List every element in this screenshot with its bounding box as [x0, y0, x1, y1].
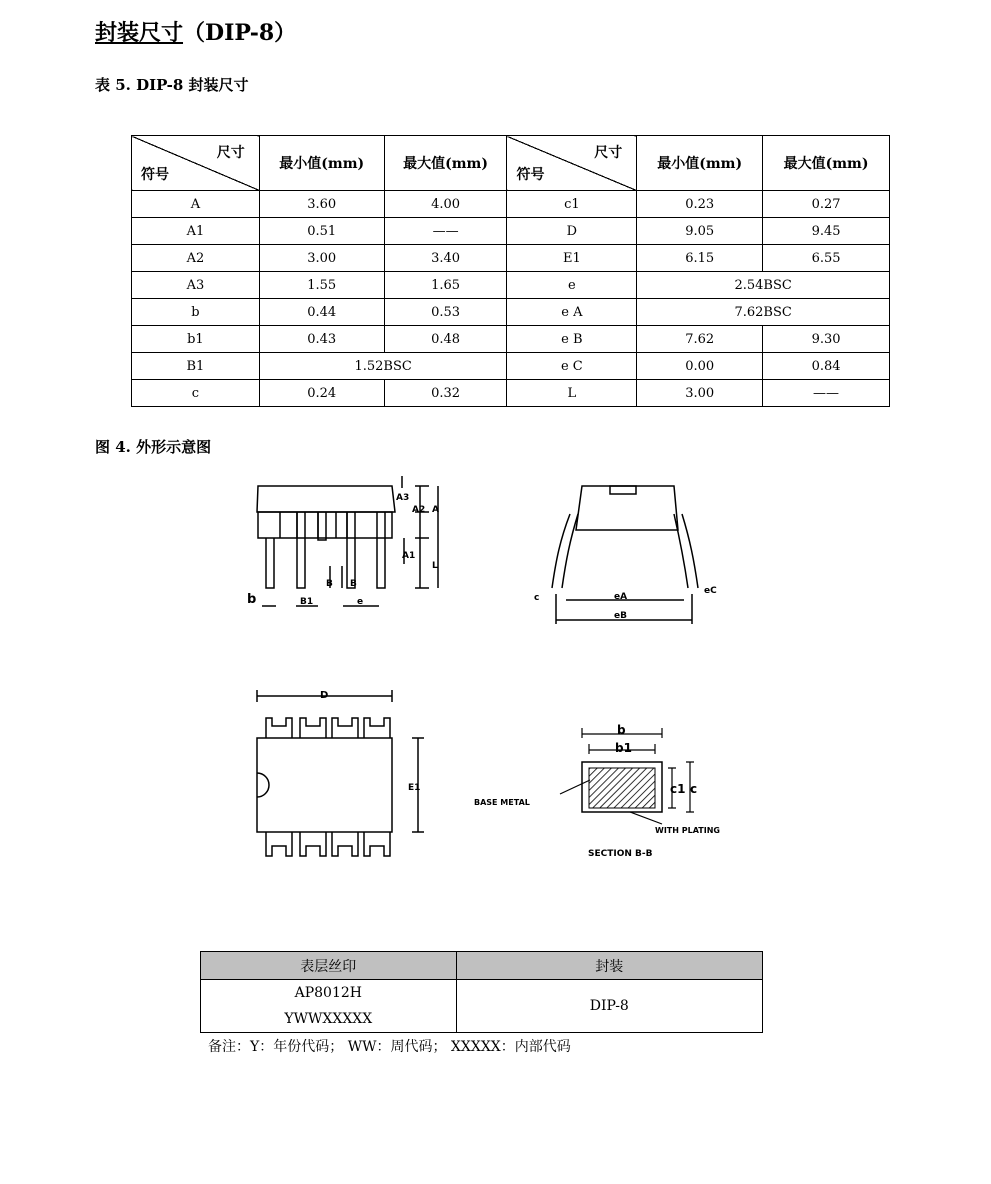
- label-eC: eC: [704, 586, 717, 596]
- label-A2: A2: [412, 505, 426, 515]
- cell: c1: [507, 191, 637, 218]
- cell: ——: [763, 380, 890, 407]
- cell: b1: [132, 326, 260, 353]
- cell: 3.60: [259, 191, 384, 218]
- cell: e A: [507, 299, 637, 326]
- cell: b: [132, 299, 260, 326]
- cell: 0.48: [384, 326, 507, 353]
- mark-cell: AP8012H YWWXXXXX: [201, 980, 457, 1033]
- cell: A3: [132, 272, 260, 299]
- cell: E1: [507, 245, 637, 272]
- note: 备注：Y：年份代码； WW：周代码； XXXXX：内部代码: [208, 1039, 571, 1055]
- cell: 3.00: [637, 380, 763, 407]
- cell: B1: [132, 353, 260, 380]
- label-eA: eA: [614, 592, 628, 602]
- label-B: B: [350, 579, 357, 589]
- cell: e C: [507, 353, 637, 380]
- label-c1: c1: [670, 782, 686, 796]
- cell: 7.62: [637, 326, 763, 353]
- cell: e B: [507, 326, 637, 353]
- cell: 3.40: [384, 245, 507, 272]
- cell: 0.24: [259, 380, 384, 407]
- label-b-section: b: [617, 723, 626, 737]
- label-A1: A1: [402, 551, 416, 561]
- cell: 0.27: [763, 191, 890, 218]
- cell: 7.62BSC: [637, 299, 890, 326]
- section-title: 封装尺寸（DIP-8）: [95, 20, 297, 46]
- cell: 6.55: [763, 245, 890, 272]
- label-D: D: [320, 690, 329, 701]
- cell: A: [132, 191, 260, 218]
- cell: 9.45: [763, 218, 890, 245]
- table-row: [201, 980, 763, 1033]
- min-header: 最小值(mm): [637, 136, 763, 191]
- cell: 0.84: [763, 353, 890, 380]
- cell: 0.43: [259, 326, 384, 353]
- cell: 6.15: [637, 245, 763, 272]
- label-with-plating: WITH PLATING: [655, 826, 720, 835]
- cell: 3.00: [259, 245, 384, 272]
- label-base-metal: BASE METAL: [474, 798, 530, 807]
- cell: e: [507, 272, 637, 299]
- package-cell: DIP-8: [456, 980, 762, 1033]
- label-section: SECTION B-B: [588, 849, 653, 859]
- cell: 1.55: [259, 272, 384, 299]
- label-E1: E1: [408, 783, 421, 793]
- cell: 0.51: [259, 218, 384, 245]
- cell: 0.23: [637, 191, 763, 218]
- side-view-body: [576, 486, 678, 530]
- label-A: A: [432, 505, 439, 515]
- figure-caption: 图 4. 外形示意图: [95, 438, 212, 456]
- cell: 1.52BSC: [259, 353, 507, 380]
- label-B: B: [326, 579, 333, 589]
- section-inner: [589, 768, 655, 808]
- cell: c: [132, 380, 260, 407]
- label-c-section: c: [690, 782, 698, 796]
- cell: 9.30: [763, 326, 890, 353]
- cell: 4.00: [384, 191, 507, 218]
- cell: 0.44: [259, 299, 384, 326]
- diag-header-right: 尺寸 符号: [507, 136, 637, 191]
- cell: 0.53: [384, 299, 507, 326]
- diag-header-left: 尺寸 符号: [132, 136, 260, 191]
- max-header: 最大值(mm): [384, 136, 507, 191]
- label-c: c: [534, 593, 540, 603]
- package-header: 封装: [456, 952, 762, 980]
- label-e: e: [357, 597, 364, 607]
- min-header: 最小值(mm): [259, 136, 384, 191]
- cell: 1.65: [384, 272, 507, 299]
- cell: 9.05: [637, 218, 763, 245]
- cell: 0.00: [637, 353, 763, 380]
- mark-header: 表层丝印: [201, 952, 457, 980]
- table-caption: 表 5. DIP-8 封装尺寸: [95, 76, 249, 94]
- label-b1: b1: [615, 741, 632, 755]
- label-L: L: [432, 561, 438, 571]
- front-view-body: [257, 486, 395, 512]
- cell: A2: [132, 245, 260, 272]
- cell: 0.32: [384, 380, 507, 407]
- label-eB: eB: [614, 611, 627, 621]
- table-header-row: [201, 952, 763, 980]
- cell: L: [507, 380, 637, 407]
- cell: A1: [132, 218, 260, 245]
- max-header: 最大值(mm): [763, 136, 890, 191]
- cell: D: [507, 218, 637, 245]
- label-b: b: [247, 592, 257, 607]
- marking-table: [200, 951, 763, 1033]
- cell: ——: [384, 218, 507, 245]
- label-B1: B1: [300, 597, 314, 607]
- top-view-body: [257, 738, 392, 832]
- label-A3: A3: [396, 493, 410, 503]
- cell: 2.54BSC: [637, 272, 890, 299]
